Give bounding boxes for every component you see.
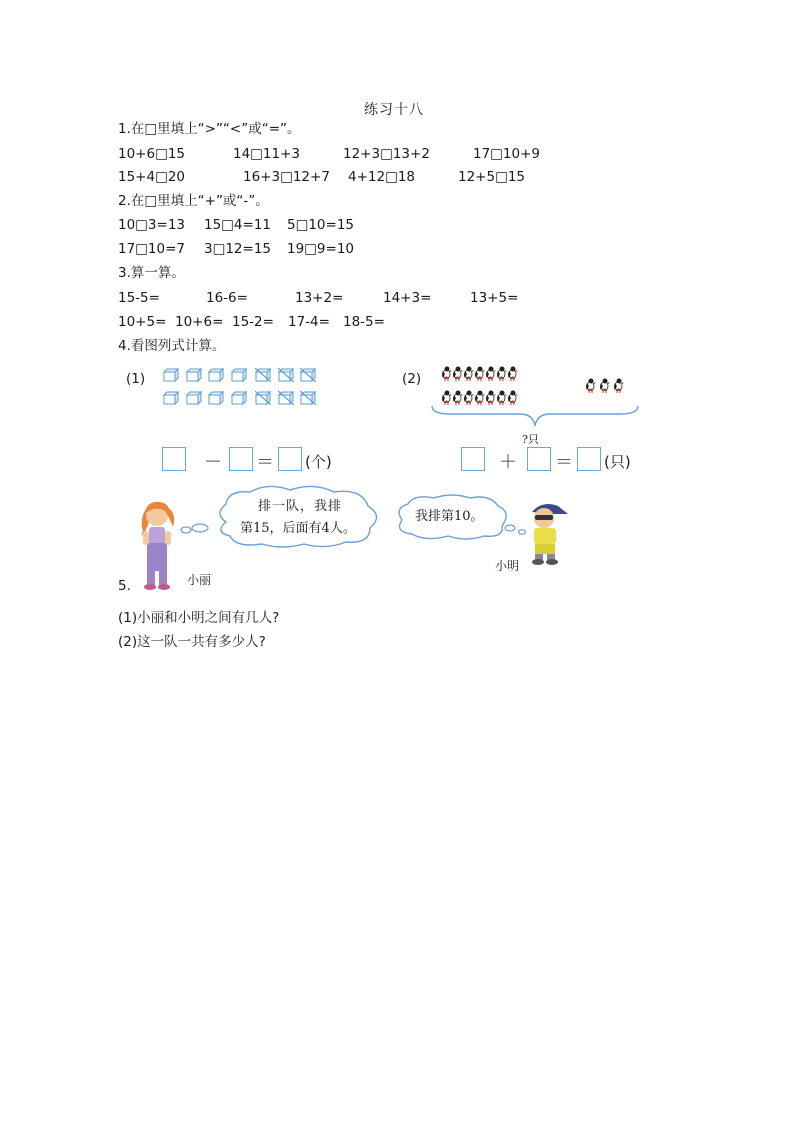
answer-box[interactable]	[278, 447, 302, 471]
bird	[507, 366, 518, 382]
q4-instruction: 4.看图列式计算。	[118, 338, 226, 354]
q3-item: 13+5=	[470, 290, 519, 306]
bird	[496, 366, 507, 382]
q3-instruction: 3.算一算。	[118, 265, 185, 281]
q3-item: 14+3=	[383, 290, 432, 306]
cube	[231, 368, 247, 382]
q1-instruction: 1.在□里填上“>”“<”或“=”。	[118, 121, 301, 137]
bubble-left-line2: 第15，后面有4人。	[240, 521, 356, 536]
unit-label: (个)	[305, 453, 332, 471]
q4-part1-label: (1)	[126, 371, 146, 387]
bird	[485, 366, 496, 382]
q3-item: 10+6=	[175, 314, 224, 330]
bird	[452, 366, 463, 382]
cube	[208, 368, 224, 382]
bubble-right-text: 我排第10。	[415, 509, 484, 524]
q3-item: 15-2=	[232, 314, 274, 330]
boy-illustration	[524, 500, 572, 566]
answer-box[interactable]	[461, 447, 485, 471]
question-mark-label: ?只	[522, 433, 539, 446]
q5-number: 5.	[118, 578, 131, 594]
q4-part2-label: (2)	[402, 371, 422, 387]
q1-item: 16+3□12+7	[243, 169, 330, 185]
q3-item: 16-6=	[206, 290, 248, 306]
cube	[208, 391, 224, 405]
bird	[463, 366, 474, 382]
q5-sub2: (2)这一队一共有多少人?	[118, 634, 266, 650]
brace	[430, 404, 640, 430]
answer-box[interactable]	[577, 447, 601, 471]
boy-name: 小明	[495, 559, 520, 573]
q2-item: 19□9=10	[287, 241, 355, 257]
q2-item: 15□4=11	[204, 217, 272, 233]
bird	[599, 378, 610, 394]
minus-sign: －	[204, 452, 222, 473]
q2-instruction: 2.在□里填上“+”或“-”。	[118, 193, 269, 209]
bird	[613, 378, 624, 394]
q3-item: 13+2=	[295, 290, 344, 306]
q1-item: 17□10+9	[473, 146, 541, 162]
crossed-cube	[278, 391, 294, 405]
cube	[231, 391, 247, 405]
q3-item: 18-5=	[343, 314, 385, 330]
q3-item: 10+5=	[118, 314, 167, 330]
crossed-cube	[300, 391, 316, 405]
cube	[186, 368, 202, 382]
crossed-cube	[255, 391, 271, 405]
q2-item: 10□3=13	[118, 217, 186, 233]
answer-box[interactable]	[527, 447, 551, 471]
crossed-cube	[300, 368, 316, 382]
cube	[163, 391, 179, 405]
q2-item: 3□12=15	[204, 241, 272, 257]
cube	[163, 368, 179, 382]
bird	[585, 378, 596, 394]
q1-item: 14□11+3	[233, 146, 301, 162]
q3-item: 17-4=	[288, 314, 330, 330]
q1-item: 15+4□20	[118, 169, 186, 185]
q3-item: 15-5=	[118, 290, 160, 306]
q1-item: 12+3□13+2	[343, 146, 430, 162]
q2-item: 5□10=15	[287, 217, 355, 233]
unit-label: (只)	[604, 453, 631, 471]
plus-sign: ＋	[499, 452, 517, 473]
answer-box[interactable]	[162, 447, 186, 471]
q1-item: 10+6□15	[118, 146, 186, 162]
page-title: 练习十八	[364, 102, 424, 118]
q2-item: 17□10=7	[118, 241, 186, 257]
bubble-left-line1: 排一队，我排	[258, 499, 343, 514]
equals-sign: ＝	[256, 452, 274, 473]
answer-box[interactable]	[229, 447, 253, 471]
cube	[186, 391, 202, 405]
crossed-cube	[278, 368, 294, 382]
equals-sign: ＝	[555, 452, 573, 473]
girl-name: 小丽	[187, 573, 212, 587]
bird	[474, 366, 485, 382]
q1-item: 4+12□18	[348, 169, 416, 185]
q1-item: 12+5□15	[458, 169, 526, 185]
q5-sub1: (1)小丽和小明之间有几人?	[118, 610, 280, 626]
crossed-cube	[255, 368, 271, 382]
bird	[441, 366, 452, 382]
